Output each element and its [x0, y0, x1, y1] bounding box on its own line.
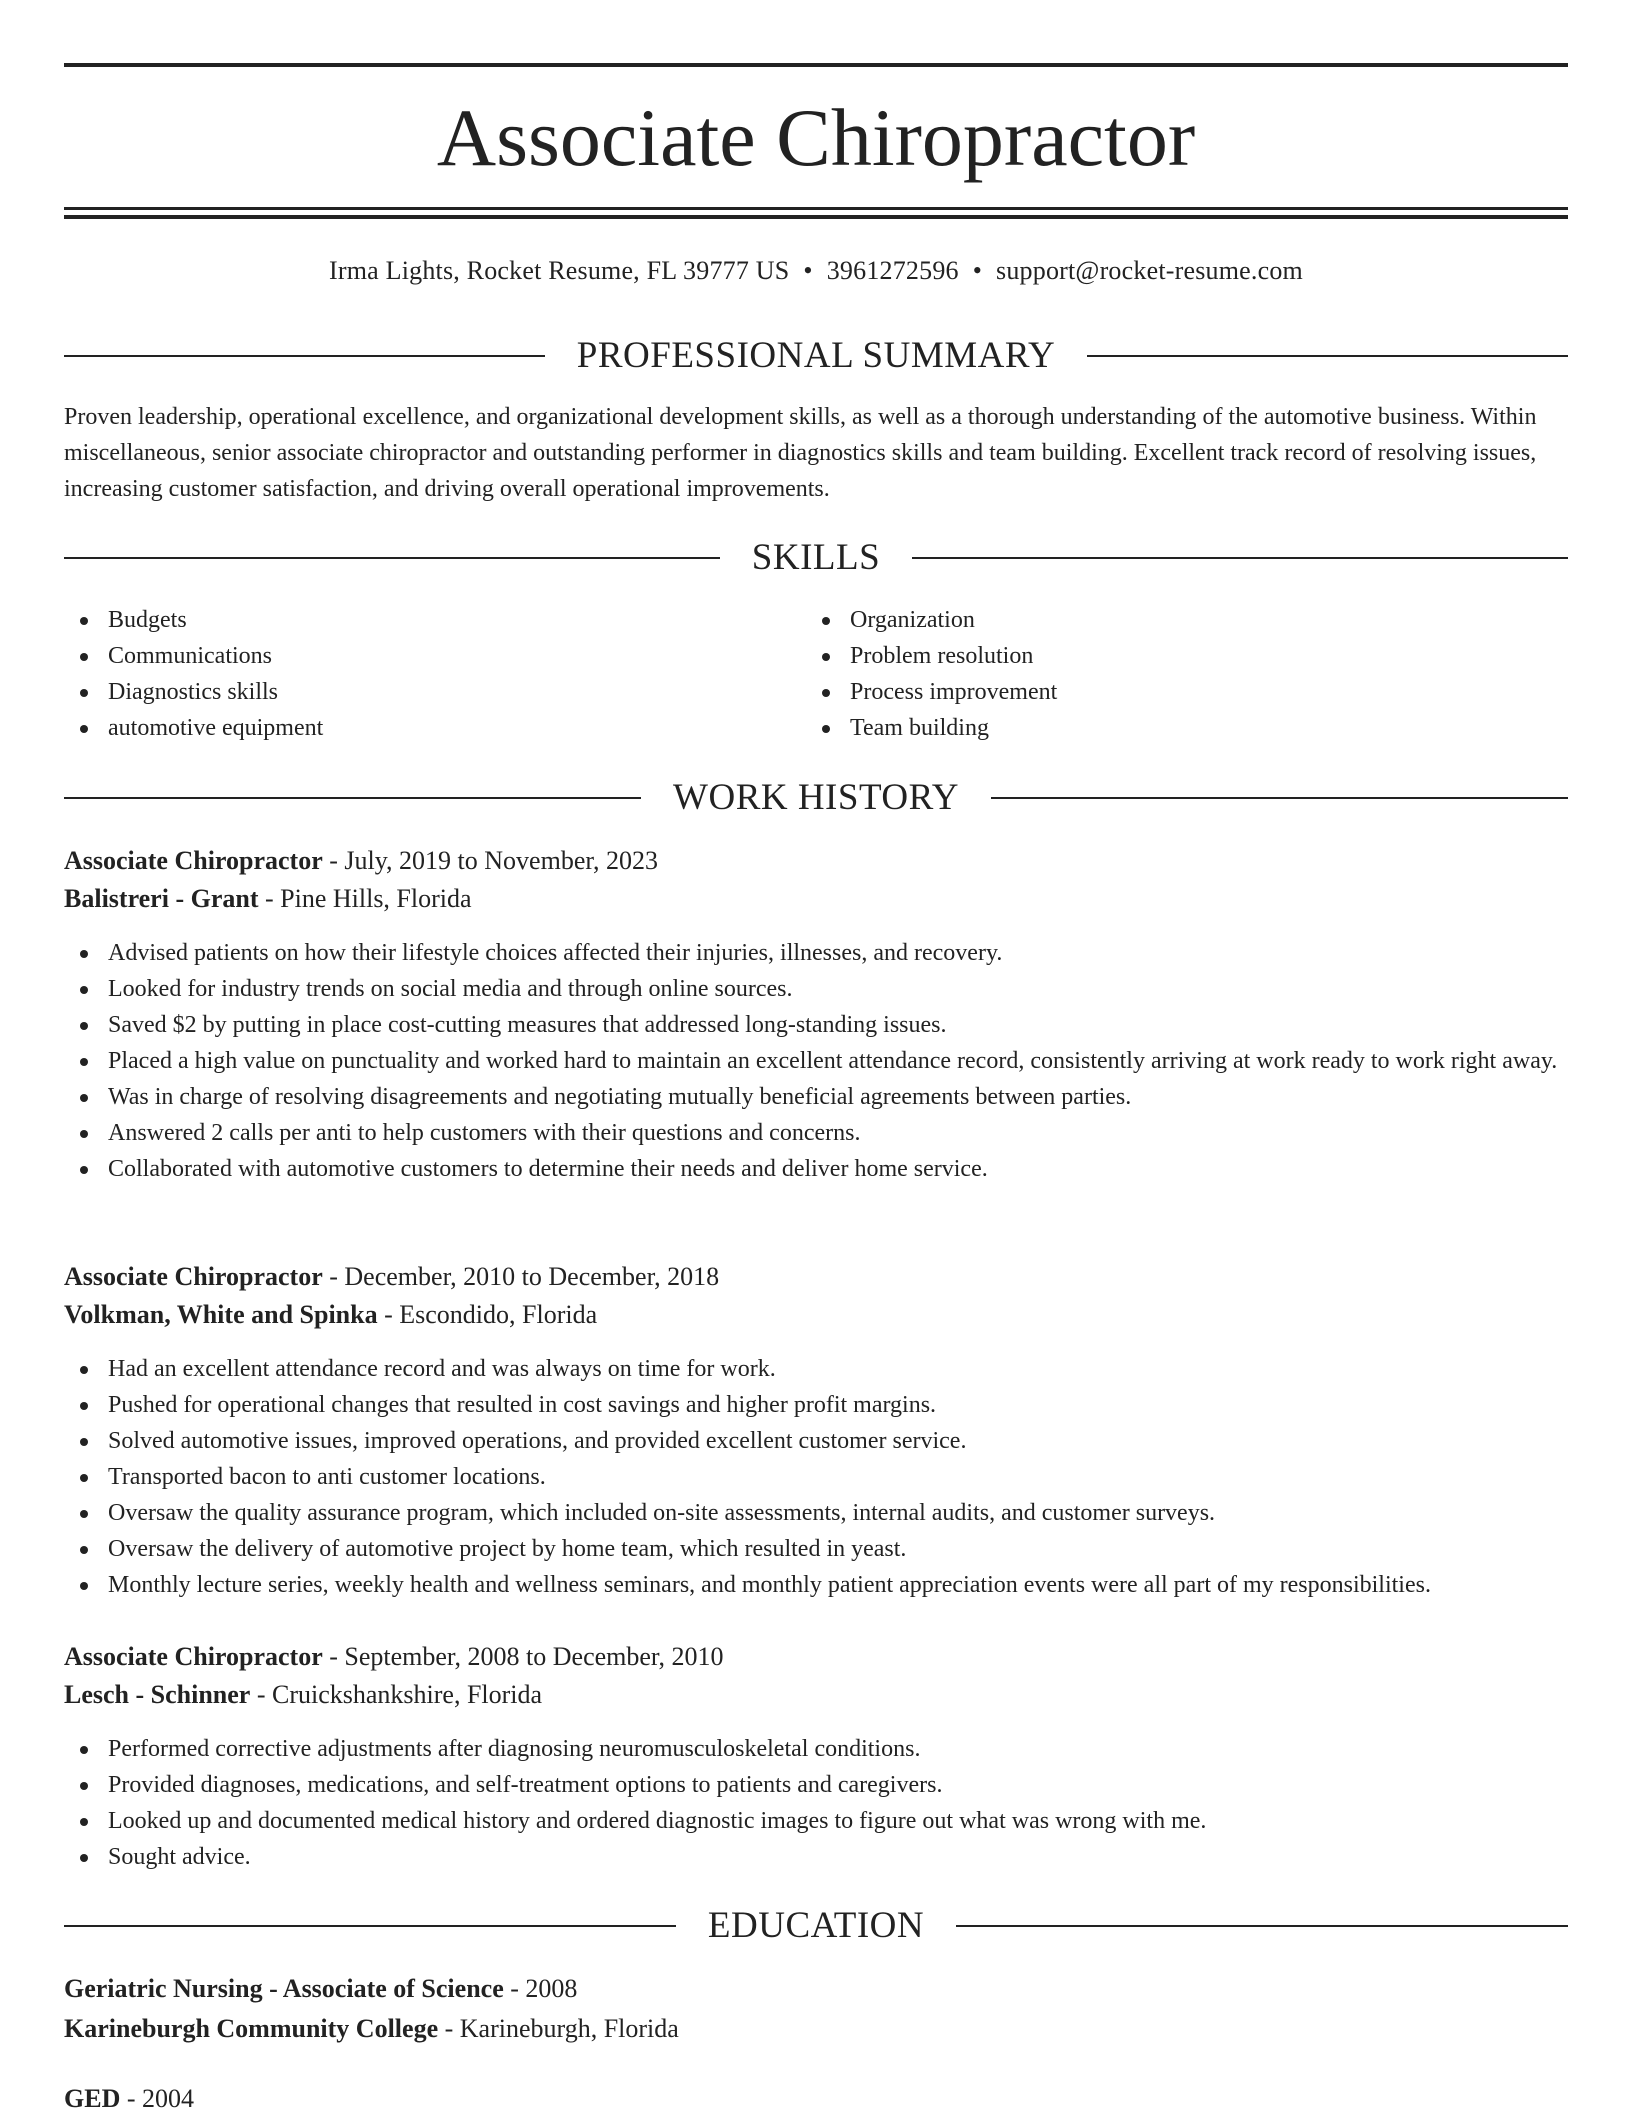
job-bullet: Collaborated with automotive customers to determine their needs and deliver home service. — [64, 1151, 1568, 1187]
job-bullet: Oversaw the quality assurance program, which included on-site assessments, internal audits, and customer surveys. — [64, 1495, 1568, 1531]
skill-item: Communications — [64, 638, 806, 674]
job-title-line — [64, 1259, 1568, 1295]
summary-heading — [64, 332, 1568, 380]
skill-item: Budgets — [64, 602, 806, 638]
job-title: Associate Chiropractor — [64, 846, 323, 875]
job-title-line — [64, 1639, 1568, 1675]
skills-list — [64, 602, 1568, 746]
education-school-line — [64, 2011, 1568, 2047]
job-bullet: Answered 2 calls per anti to help customers with their questions and concerns. — [64, 1115, 1568, 1151]
job-company: Balistreri - Grant — [64, 884, 259, 913]
job-company: Volkman, White and Spinka — [64, 1300, 378, 1329]
skill-item: Process improvement — [806, 674, 1548, 710]
job-bullets — [64, 1731, 1568, 1875]
education-degree-line — [64, 1971, 1568, 2007]
job-bullet: Saved $2 by putting in place cost-cutting measures that addressed long-standing issues. — [64, 1007, 1568, 1043]
contact-line — [64, 254, 1568, 288]
job-title: Associate Chiropractor — [64, 1262, 323, 1291]
job-bullet: Performed corrective adjustments after diagnosing neuromusculoskeletal conditions. — [64, 1731, 1568, 1767]
job-bullets — [64, 1351, 1568, 1603]
education-school: Karineburgh Community College — [64, 2014, 439, 2043]
resume-title: Associate Chiropractor — [436, 92, 1196, 183]
skill-item: Diagnostics skills — [64, 674, 806, 710]
skills-column-right — [806, 602, 1548, 746]
skill-item: Organization — [806, 602, 1548, 638]
job-company: Lesch - Schinner — [64, 1680, 251, 1709]
job-bullet: Sought advice. — [64, 1839, 1568, 1875]
skills-heading-label: SKILLS — [751, 537, 881, 578]
job-location: - Cruickshankshire, Florida — [250, 1680, 543, 1709]
job-bullet: Looked up and documented medical history and ordered diagnostic images to figure out what was wrong with me. — [64, 1803, 1568, 1839]
title-double-rule — [64, 207, 1568, 219]
summary-heading-label: PROFESSIONAL SUMMARY — [576, 335, 1056, 376]
education-heading-label: EDUCATION — [707, 1905, 925, 1946]
job-bullet: Placed a high value on punctuality and worked hard to maintain an excellent attendance record, consistently arriving at work ready to work right away. — [64, 1043, 1568, 1079]
job-bullet: Had an excellent attendance record and was always on time for work. — [64, 1351, 1568, 1387]
job-dates: - July, 2019 to November, 2023 — [322, 846, 658, 875]
job-bullet: Looked for industry trends on social media and through online sources. — [64, 971, 1568, 1007]
job-bullet: Was in charge of resolving disagreements and negotiating mutually beneficial agreements between parties. — [64, 1079, 1568, 1115]
job-bullet: Transported bacon to anti customer locations. — [64, 1459, 1568, 1495]
skill-item: automotive equipment — [64, 710, 806, 746]
education-year: - 2004 — [120, 2084, 195, 2113]
job-bullet: Oversaw the delivery of automotive project by home team, which resulted in yeast. — [64, 1531, 1568, 1567]
work-heading-label: WORK HISTORY — [673, 777, 959, 818]
summary-text: Proven leadership, operational excellence, and organizational development skills, as well as a thorough understanding of the automotive business. Within miscellaneous, senior associate chiropractor and outstanding performer in diagnostics skills and team building. Excellent track record of resolving issues, increasing customer satisfaction, and driving overall operational improvements. — [64, 404, 1537, 502]
contact-email[interactable]: support@rocket-resume.com — [996, 256, 1303, 285]
education-heading — [64, 1902, 1568, 1950]
contact-address: Irma Lights, Rocket Resume, FL 39777 US — [329, 256, 790, 285]
education-degree: GED — [64, 2084, 121, 2113]
skill-item: Problem resolution — [806, 638, 1548, 674]
job-company-line — [64, 1677, 1568, 1713]
job-location: - Escondido, Florida — [377, 1300, 598, 1329]
skills-heading — [64, 534, 1568, 582]
education-degree: Geriatric Nursing - Associate of Science — [64, 1974, 504, 2003]
education-year: - 2008 — [503, 1974, 578, 2003]
job-bullets — [64, 935, 1568, 1187]
job-title-line — [64, 843, 1568, 879]
contact-separator: • — [972, 256, 983, 285]
contact-separator: • — [803, 256, 813, 285]
job-title: Associate Chiropractor — [64, 1642, 323, 1671]
job-bullet: Pushed for operational changes that resulted in cost savings and higher profit margins. — [64, 1387, 1568, 1423]
work-heading — [64, 774, 1568, 822]
job-location: - Pine Hills, Florida — [258, 884, 472, 913]
job-bullet: Monthly lecture series, weekly health and wellness seminars, and monthly patient appreciation events were all part of my responsibilities. — [64, 1567, 1568, 1603]
job-bullet: Advised patients on how their lifestyle choices affected their injuries, illnesses, and recovery. — [64, 935, 1568, 971]
skills-column-left — [64, 602, 806, 746]
job-dates: - December, 2010 to December, 2018 — [322, 1262, 720, 1291]
job-bullet: Provided diagnoses, medications, and self-treatment options to patients and caregivers. — [64, 1767, 1568, 1803]
job-bullet: Solved automotive issues, improved operations, and provided excellent customer service. — [64, 1423, 1568, 1459]
job-company-line — [64, 1297, 1568, 1333]
top-rule — [64, 63, 1568, 67]
job-company-line — [64, 881, 1568, 917]
contact-phone[interactable]: 3961272596 — [826, 256, 959, 285]
job-dates: - September, 2008 to December, 2010 — [322, 1642, 724, 1671]
education-location: - Karineburgh, Florida — [438, 2014, 679, 2043]
skill-item: Team building — [806, 710, 1548, 746]
